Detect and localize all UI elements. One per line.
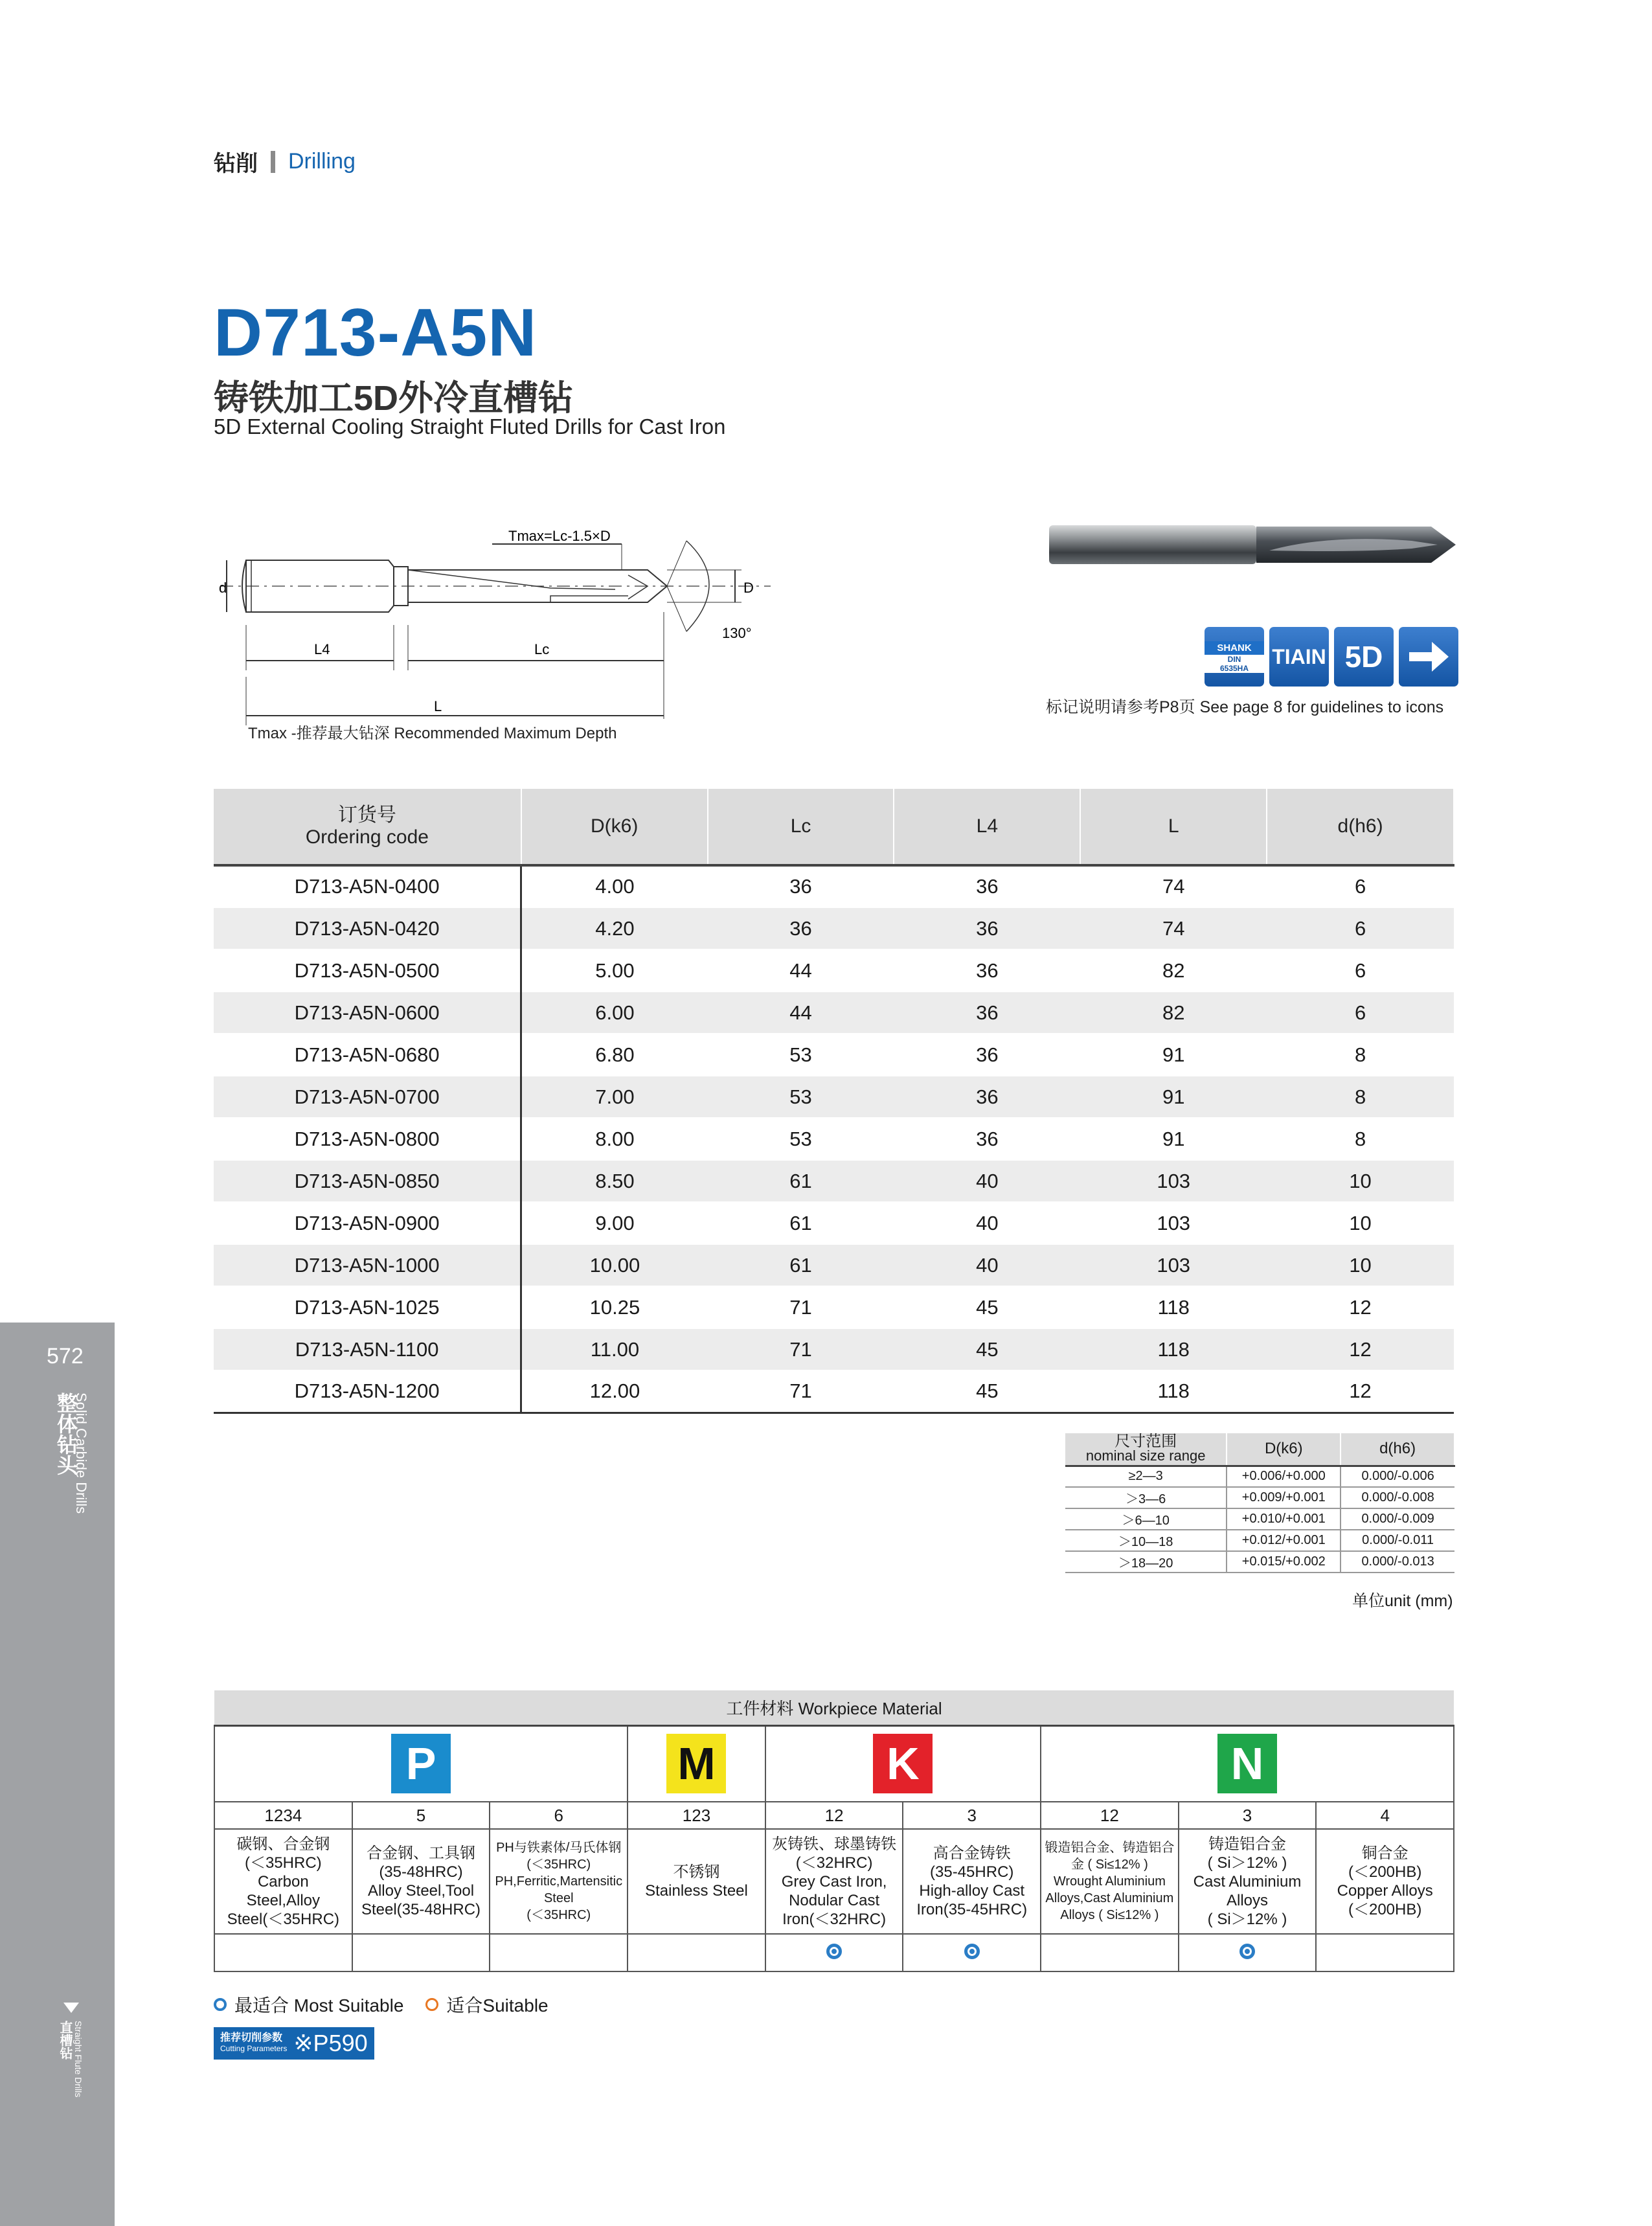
material-description-line: PH与铁素体/马氏体钢 <box>496 1841 622 1855</box>
cutting-page-ref: ※P590 <box>293 2030 368 2056</box>
material-description-line: 高合金铸铁 <box>933 1845 1011 1862</box>
col-tol-D: D(k6) <box>1227 1433 1341 1466</box>
material-number: 6 <box>490 1802 628 1829</box>
table-cell: 44 <box>708 949 894 992</box>
table-cell: 8.50 <box>521 1160 708 1202</box>
badge-M: M <box>666 1734 726 1793</box>
material-description-line: High-alloy Cast <box>919 1882 1025 1900</box>
side-arrow-icon <box>63 2003 79 2013</box>
tolerance-row <box>1065 1508 1454 1530</box>
table-cell: 8 <box>1267 1118 1454 1160</box>
material-description-line: (＜200HB) <box>1348 1863 1422 1881</box>
table-cell: 53 <box>708 1118 894 1160</box>
ordering-code-cell: D713-A5N-0900 <box>214 1202 521 1244</box>
table-row <box>214 1034 1454 1076</box>
suitability-cell <box>1041 1934 1179 1971</box>
table-cell: 71 <box>708 1370 894 1413</box>
material-description-line: Wrought Aluminium <box>1053 1874 1166 1889</box>
material-number: 5 <box>352 1802 490 1829</box>
tolerance-cell: +0.006/+0.000 <box>1227 1466 1341 1487</box>
table-cell: 12.00 <box>521 1370 708 1413</box>
material-description-line: Steel(35-48HRC) <box>361 1901 481 1918</box>
drill-photo <box>1049 521 1457 568</box>
tolerance-cell: 0.000/-0.009 <box>1341 1508 1454 1530</box>
ordering-code-cell: D713-A5N-0700 <box>214 1076 521 1118</box>
table-cell: 118 <box>1080 1370 1267 1413</box>
badge-P: P <box>391 1734 451 1793</box>
material-group-row <box>214 1725 1454 1802</box>
diagram-label-Lc: Lc <box>534 641 550 657</box>
tolerance-cell: ≥2—3 <box>1065 1466 1227 1487</box>
table-cell: 40 <box>894 1160 1080 1202</box>
table-cell: 71 <box>708 1286 894 1328</box>
table-row <box>214 1202 1454 1244</box>
suitability-cell <box>352 1934 490 1971</box>
table-cell: 91 <box>1080 1118 1267 1160</box>
table-cell: 6 <box>1267 907 1454 949</box>
material-description-line: 金 ( Si≤12% ) <box>1070 1857 1148 1872</box>
table-cell: 118 <box>1080 1286 1267 1328</box>
material-description <box>1179 1829 1317 1934</box>
drill-point-icon <box>1399 627 1458 687</box>
shank-din-icon <box>1205 627 1264 687</box>
cutting-label-en: Cutting Parameters <box>220 2044 288 2053</box>
suitability-cell <box>214 1934 352 1971</box>
tolerance-header-row <box>1065 1433 1454 1466</box>
ordering-code-cell: D713-A5N-1200 <box>214 1370 521 1413</box>
material-description-line: Copper Alloys <box>1337 1882 1433 1900</box>
suitable-icon <box>425 1998 438 2011</box>
table-cell: 103 <box>1080 1160 1267 1202</box>
table-cell: 36 <box>708 865 894 907</box>
badge-N: N <box>1217 1734 1277 1793</box>
ordering-code-cell: D713-A5N-1000 <box>214 1244 521 1286</box>
material-description-line: Iron(＜32HRC) <box>782 1910 887 1928</box>
tmax-note: Tmax -推荐最大钻深 Recommended Maximum Depth <box>248 725 617 742</box>
material-description-line: Cast Aluminium <box>1193 1872 1302 1891</box>
material-number: 3 <box>903 1802 1041 1829</box>
table-row <box>214 1370 1454 1413</box>
material-description-line: 铜合金 <box>1361 1845 1409 1862</box>
table-cell: 6 <box>1267 865 1454 907</box>
ordering-code-cell: D713-A5N-0600 <box>214 992 521 1034</box>
page-number: 572 <box>47 1344 84 1369</box>
tiain-coating-icon: TIAIN <box>1269 627 1329 687</box>
tolerance-cell: ＞6—10 <box>1065 1508 1227 1530</box>
tolerance-cell: ＞10—18 <box>1065 1530 1227 1551</box>
material-description-line: 合金钢、工具钢 <box>367 1845 475 1862</box>
ordering-code-cell: D713-A5N-0850 <box>214 1160 521 1202</box>
tolerance-row <box>1065 1551 1454 1573</box>
section-title-cn: 钻削 <box>214 152 258 176</box>
material-description-line: PH,Ferritic,Martensitic <box>495 1874 623 1889</box>
table-cell: 36 <box>894 1118 1080 1160</box>
table-cell: 45 <box>894 1286 1080 1328</box>
cutting-parameters-link[interactable] <box>214 2027 374 2060</box>
table-row <box>214 1160 1454 1202</box>
table-cell: 103 <box>1080 1244 1267 1286</box>
shank-label: SHANK <box>1205 641 1264 655</box>
table-cell: 118 <box>1080 1328 1267 1370</box>
table-cell: 8 <box>1267 1034 1454 1076</box>
material-description <box>1041 1829 1179 1934</box>
table-cell: 40 <box>894 1244 1080 1286</box>
material-description-line: (＜35HRC) <box>526 1908 591 1922</box>
material-description-line: ( Si＞12% ) <box>1207 1910 1287 1928</box>
material-description-line: 不锈钢 <box>673 1863 720 1881</box>
material-description-line: Alloys <box>1226 1891 1269 1909</box>
material-description-line: (35-45HRC) <box>930 1863 1014 1881</box>
table-cell: 44 <box>708 992 894 1034</box>
table-cell: 74 <box>1080 865 1267 907</box>
diagram-label-D: D <box>743 580 754 596</box>
col-D: D(k6) <box>521 789 708 865</box>
ordering-code-cell: D713-A5N-0400 <box>214 865 521 907</box>
drill-dimension-diagram <box>214 505 784 751</box>
table-cell: 12 <box>1267 1370 1454 1413</box>
table-cell: 36 <box>708 907 894 949</box>
table-cell: 5.00 <box>521 949 708 992</box>
table-cell: 36 <box>894 865 1080 907</box>
suitability-cell <box>628 1934 765 1971</box>
table-cell: 10.00 <box>521 1244 708 1286</box>
table-cell: 40 <box>894 1202 1080 1244</box>
tolerance-cell: +0.012/+0.001 <box>1227 1530 1341 1551</box>
suitability-legend <box>214 1992 549 2017</box>
material-description-line: Steel,Alloy <box>246 1891 321 1909</box>
table-cell: 36 <box>894 949 1080 992</box>
table-cell: 6 <box>1267 949 1454 992</box>
table-cell: 61 <box>708 1160 894 1202</box>
col-L4: L4 <box>894 789 1080 865</box>
ordering-table <box>214 789 1454 1414</box>
table-cell: 36 <box>894 1076 1080 1118</box>
diagram-label-d: d <box>219 580 227 596</box>
material-description-line: (35-48HRC) <box>379 1863 463 1881</box>
material-description <box>214 1829 352 1934</box>
cutting-label-cn: 推荐切削参数 <box>220 2032 283 2043</box>
material-description-line: Grey Cast Iron, <box>781 1872 887 1891</box>
section-title-en: Drilling <box>288 149 356 174</box>
table-cell: 10 <box>1267 1202 1454 1244</box>
group-K <box>765 1725 1041 1802</box>
most-suitable-icon <box>826 1944 842 1959</box>
material-description-line: 碳钢、合金钢 <box>236 1835 330 1853</box>
table-cell: 82 <box>1080 992 1267 1034</box>
table-cell: 36 <box>894 992 1080 1034</box>
material-description-line: 铸造铝合金 <box>1208 1835 1286 1853</box>
tolerance-cell: 0.000/-0.013 <box>1341 1551 1454 1573</box>
group-M <box>628 1725 765 1802</box>
workpiece-caption: 工件材料 Workpiece Material <box>214 1690 1454 1725</box>
material-number: 12 <box>765 1802 903 1829</box>
most-suitable-label: 最适合 Most Suitable <box>234 1995 404 2016</box>
suitability-cell <box>1179 1934 1317 1971</box>
table-cell: 61 <box>708 1202 894 1244</box>
tolerance-cell: +0.009/+0.001 <box>1227 1487 1341 1508</box>
col-d: d(h6) <box>1267 789 1454 865</box>
table-cell: 7.00 <box>521 1076 708 1118</box>
material-desc-row <box>214 1829 1454 1934</box>
col-ordering-code <box>214 789 521 865</box>
product-title-cn: 铸铁加工5D外冷直槽钻 <box>214 379 574 418</box>
table-cell: 82 <box>1080 949 1267 992</box>
icon-guideline-note: 标记说明请参考P8页 See page 8 for guidelines to icons <box>1046 698 1444 716</box>
section-header <box>214 146 356 177</box>
material-description-line: (＜200HB) <box>1348 1901 1422 1918</box>
table-cell: 12 <box>1267 1286 1454 1328</box>
material-number: 4 <box>1316 1802 1454 1829</box>
material-description <box>765 1829 903 1934</box>
material-description-line: ( Si＞12% ) <box>1207 1854 1287 1872</box>
diagram-tmax-formula: Tmax=Lc-1.5×D <box>508 528 611 544</box>
product-code: D713-A5N <box>214 295 537 370</box>
tolerance-cell: 0.000/-0.008 <box>1341 1487 1454 1508</box>
table-cell: 53 <box>708 1034 894 1076</box>
suitability-cell <box>903 1934 1041 1971</box>
most-suitable-icon <box>964 1944 980 1959</box>
table-cell: 12 <box>1267 1328 1454 1370</box>
tolerance-cell: ＞3—6 <box>1065 1487 1227 1508</box>
workpiece-caption-row <box>214 1690 1454 1725</box>
table-cell: 45 <box>894 1370 1080 1413</box>
table-cell: 61 <box>708 1244 894 1286</box>
col-ordering-code-en: Ordering code <box>305 826 429 848</box>
col-tol-d: d(h6) <box>1341 1433 1454 1466</box>
material-description-line: 灰铸铁、球墨铸铁 <box>772 1835 897 1853</box>
table-cell: 91 <box>1080 1076 1267 1118</box>
col-size-range-en: nominal size range <box>1085 1448 1206 1464</box>
ordering-code-cell: D713-A5N-0420 <box>214 907 521 949</box>
material-description-line: (＜35HRC) <box>244 1854 322 1872</box>
tolerance-cell: 0.000/-0.006 <box>1341 1466 1454 1487</box>
table-row <box>214 1076 1454 1118</box>
table-cell: 71 <box>708 1328 894 1370</box>
table-cell: 74 <box>1080 907 1267 949</box>
material-description-line: Stainless Steel <box>645 1882 748 1900</box>
diagram-label-L: L <box>434 698 442 714</box>
workpiece-table <box>214 1690 1454 1972</box>
ordering-code-cell: D713-A5N-1025 <box>214 1286 521 1328</box>
tolerance-cell: ＞18—20 <box>1065 1551 1227 1573</box>
material-description <box>903 1829 1041 1934</box>
table-cell: 8.00 <box>521 1118 708 1160</box>
material-number: 1234 <box>214 1802 352 1829</box>
table-row <box>214 1118 1454 1160</box>
side-sub-cn: 直槽钻 <box>58 2021 72 2060</box>
table-cell: 6.00 <box>521 992 708 1034</box>
tolerance-row <box>1065 1530 1454 1551</box>
material-description-line: Carbon <box>257 1872 309 1891</box>
material-description-line: (＜35HRC) <box>526 1857 591 1872</box>
table-cell: 10 <box>1267 1160 1454 1202</box>
tolerance-row <box>1065 1466 1454 1487</box>
5d-depth-icon: 5D <box>1334 627 1394 687</box>
table-row <box>214 992 1454 1034</box>
material-description-line: Alloys,Cast Aluminium <box>1045 1891 1174 1905</box>
side-sub-en: Straight Flute Drills <box>73 2021 84 2098</box>
tolerance-table <box>1065 1433 1455 1573</box>
table-cell: 6 <box>1267 992 1454 1034</box>
suitability-row <box>214 1934 1454 1971</box>
table-cell: 4.00 <box>521 865 708 907</box>
product-title-en: 5D External Cooling Straight Fluted Drills for Cast Iron <box>214 415 726 438</box>
unit-label: 单位unit (mm) <box>1352 1592 1453 1610</box>
table-cell: 91 <box>1080 1034 1267 1076</box>
din-label: DIN <box>1205 655 1264 664</box>
material-number-row <box>214 1802 1454 1829</box>
most-suitable-icon <box>1239 1944 1255 1959</box>
material-description <box>490 1829 628 1934</box>
side-category-cn: 整体钻头 <box>54 1392 78 1475</box>
tolerance-row <box>1065 1487 1454 1508</box>
table-row <box>214 907 1454 949</box>
feature-icons <box>1205 627 1458 687</box>
material-description <box>1316 1829 1454 1934</box>
material-number: 123 <box>628 1802 765 1829</box>
material-description-line: Steel(＜35HRC) <box>227 1910 340 1928</box>
table-cell: 36 <box>894 907 1080 949</box>
tolerance-cell: 0.000/-0.011 <box>1341 1530 1454 1551</box>
col-L: L <box>1080 789 1267 865</box>
material-description-line: Alloys ( Si≤12% ) <box>1060 1908 1159 1922</box>
material-description-line: 锻造铝合金、铸造铝合 <box>1045 1841 1175 1855</box>
tolerance-cell: +0.015/+0.002 <box>1227 1551 1341 1573</box>
table-cell: 10 <box>1267 1244 1454 1286</box>
col-Lc: Lc <box>708 789 894 865</box>
table-cell: 6.80 <box>521 1034 708 1076</box>
header-divider <box>271 151 275 173</box>
most-suitable-icon <box>214 1998 227 2011</box>
ordering-code-cell: D713-A5N-1100 <box>214 1328 521 1370</box>
side-category-en: Solid Carbide Drills <box>73 1392 89 1514</box>
col-ordering-code-cn: 订货号 <box>337 804 396 826</box>
table-row <box>214 949 1454 992</box>
group-P <box>214 1725 628 1802</box>
material-number: 3 <box>1179 1802 1317 1829</box>
table-cell: 11.00 <box>521 1328 708 1370</box>
diagram-label-L4: L4 <box>314 641 330 657</box>
material-description-line: Alloy Steel,Tool <box>367 1882 475 1900</box>
table-cell: 103 <box>1080 1202 1267 1244</box>
table-cell: 9.00 <box>521 1202 708 1244</box>
material-description-line: Nodular Cast <box>789 1891 880 1909</box>
material-number: 12 <box>1041 1802 1179 1829</box>
material-description <box>352 1829 490 1934</box>
table-cell: 10.25 <box>521 1286 708 1328</box>
material-description <box>628 1829 765 1934</box>
badge-K: K <box>873 1734 933 1793</box>
tolerance-cell: +0.010/+0.001 <box>1227 1508 1341 1530</box>
material-description-line: Iron(35-45HRC) <box>916 1901 1028 1918</box>
col-size-range <box>1065 1433 1227 1466</box>
suitability-cell <box>1316 1934 1454 1971</box>
table-cell: 53 <box>708 1076 894 1118</box>
material-description-line: (＜32HRC) <box>795 1854 873 1872</box>
suitability-cell <box>490 1934 628 1971</box>
table-row <box>214 1286 1454 1328</box>
group-N <box>1041 1725 1454 1802</box>
material-description-line: Steel <box>543 1891 574 1905</box>
col-size-range-cn: 尺寸范围 <box>1115 1433 1177 1451</box>
table-cell: 45 <box>894 1328 1080 1370</box>
ordering-code-cell: D713-A5N-0800 <box>214 1118 521 1160</box>
table-row <box>214 865 1454 907</box>
table-row <box>214 1244 1454 1286</box>
table-cell: 36 <box>894 1034 1080 1076</box>
suitability-cell <box>765 1934 903 1971</box>
table-header-row <box>214 789 1454 865</box>
table-cell: 4.20 <box>521 907 708 949</box>
suitable-label: 适合Suitable <box>446 1995 549 2016</box>
table-cell: 8 <box>1267 1076 1454 1118</box>
ordering-code-cell: D713-A5N-0500 <box>214 949 521 992</box>
ordering-code-cell: D713-A5N-0680 <box>214 1034 521 1076</box>
diagram-label-angle: 130° <box>722 625 752 641</box>
table-row <box>214 1328 1454 1370</box>
din-code-label: 6535HA <box>1205 664 1264 673</box>
